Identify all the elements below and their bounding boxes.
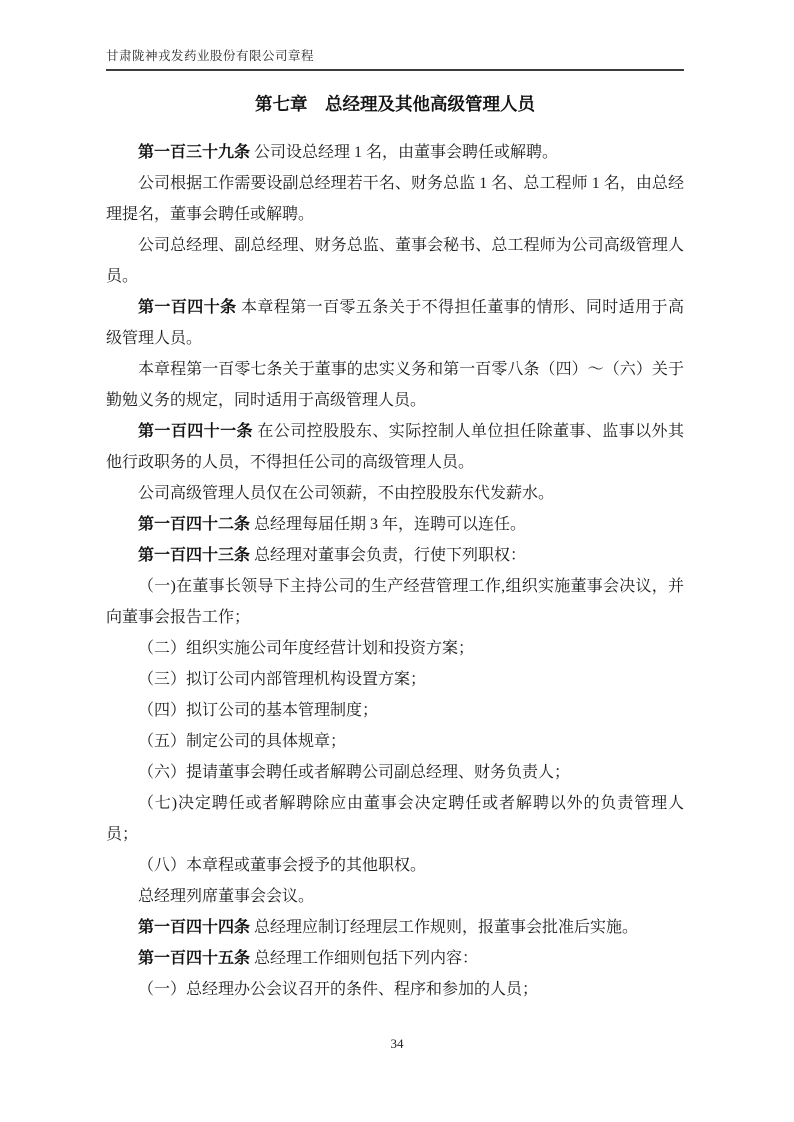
paragraph bbox=[106, 540, 684, 571]
paragraph-text: 总经理应制订经理层工作规则，报董事会批准后实施。 bbox=[250, 919, 639, 936]
paragraph bbox=[106, 137, 684, 168]
paragraph bbox=[106, 416, 684, 478]
article-number: 第一百四十二条 bbox=[138, 516, 251, 533]
article-number: 第一百四十三条 bbox=[138, 547, 251, 564]
article-number: 第一百四十条 bbox=[138, 299, 237, 316]
paragraph bbox=[106, 230, 684, 292]
paragraph-text: 总经理工作细则包括下列内容： bbox=[250, 950, 479, 967]
paragraph bbox=[106, 943, 684, 974]
paragraph-text: 公司高级管理人员仅在公司领薪，不由控股股东代发薪水。 bbox=[138, 485, 555, 502]
paragraph-text: （六）提请董事会聘任或者解聘公司副总经理、财务负责人； bbox=[138, 764, 571, 781]
page-number: 34 bbox=[390, 1036, 404, 1051]
paragraph-text: 总经理对董事会负责，行使下列职权： bbox=[250, 547, 527, 564]
paragraph-text: （五）制定公司的具体规章； bbox=[138, 733, 347, 750]
paragraph-text: 本章程第一百零七条关于董事的忠实义务和第一百零八条（四）～（六）关于勤勉义务的规定，同时适用于高级管理人员。 bbox=[106, 361, 684, 409]
article-number: 第一百三十九条 bbox=[138, 144, 251, 161]
header-title: 甘肃陇神戎发药业股份有限公司章程 bbox=[106, 49, 315, 63]
paragraph bbox=[106, 757, 684, 788]
article-number: 第一百四十一条 bbox=[138, 423, 253, 440]
paragraph-text: （二）组织实施公司年度经营计划和投资方案； bbox=[138, 640, 475, 657]
paragraph bbox=[106, 974, 684, 1005]
paragraph bbox=[106, 664, 684, 695]
paragraph bbox=[106, 168, 684, 230]
paragraph bbox=[106, 292, 684, 354]
paragraph-text: 本章程第一百零五条关于不得担任董事的情形、同时适用于高级管理人员。 bbox=[106, 299, 684, 347]
paragraph-text: 总经理列席董事会会议。 bbox=[138, 888, 315, 905]
article-number: 第一百四十四条 bbox=[138, 919, 251, 936]
paragraph-text: （七)决定聘任或者解聘除应由董事会决定聘任或者解聘以外的负责管理人员； bbox=[106, 795, 684, 843]
paragraph-text: （一）总经理办公会议召开的条件、程序和参加的人员； bbox=[138, 981, 539, 998]
paragraph bbox=[106, 695, 684, 726]
article-number: 第一百四十五条 bbox=[138, 950, 251, 967]
paragraph-text: 公司设总经理 1 名，由董事会聘任或解聘。 bbox=[250, 144, 559, 161]
paragraph bbox=[106, 726, 684, 757]
paragraph bbox=[106, 881, 684, 912]
paragraph bbox=[106, 633, 684, 664]
paragraph-text: （一)在董事长领导下主持公司的生产经营管理工作,组织实施董事会决议，并向董事会报告工作； bbox=[106, 578, 684, 626]
paragraph-text: （四）拟订公司的基本管理制度； bbox=[138, 702, 379, 719]
document-body bbox=[106, 137, 684, 1005]
paragraph-text: 公司总经理、副总经理、财务总监、董事会秘书、总工程师为公司高级管理人员。 bbox=[106, 237, 684, 285]
paragraph bbox=[106, 788, 684, 850]
page-header bbox=[106, 47, 684, 71]
chapter-title: 第七章 总经理及其他高级管理人员 bbox=[255, 94, 535, 114]
paragraph-text: 总经理每届任期 3 年，连聘可以连任。 bbox=[250, 516, 527, 533]
document-content bbox=[106, 90, 684, 1005]
paragraph-text: （八）本章程或董事会授予的其他职权。 bbox=[138, 857, 427, 874]
paragraph-text: 在公司控股股东、实际控制人单位担任除董事、监事以外其他行政职务的人员，不得担任公司的高级管理人员。 bbox=[106, 423, 684, 471]
paragraph bbox=[106, 912, 684, 943]
paragraph bbox=[106, 509, 684, 540]
paragraph-text: （三）拟订公司内部管理机构设置方案； bbox=[138, 671, 427, 688]
paragraph-text: 公司根据工作需要设副总经理若干名、财务总监 1 名、总工程师 1 名，由总经理提名，董事会聘任或解聘。 bbox=[106, 175, 684, 223]
paragraph bbox=[106, 571, 684, 633]
paragraph bbox=[106, 354, 684, 416]
paragraph bbox=[106, 850, 684, 881]
paragraph bbox=[106, 478, 684, 509]
